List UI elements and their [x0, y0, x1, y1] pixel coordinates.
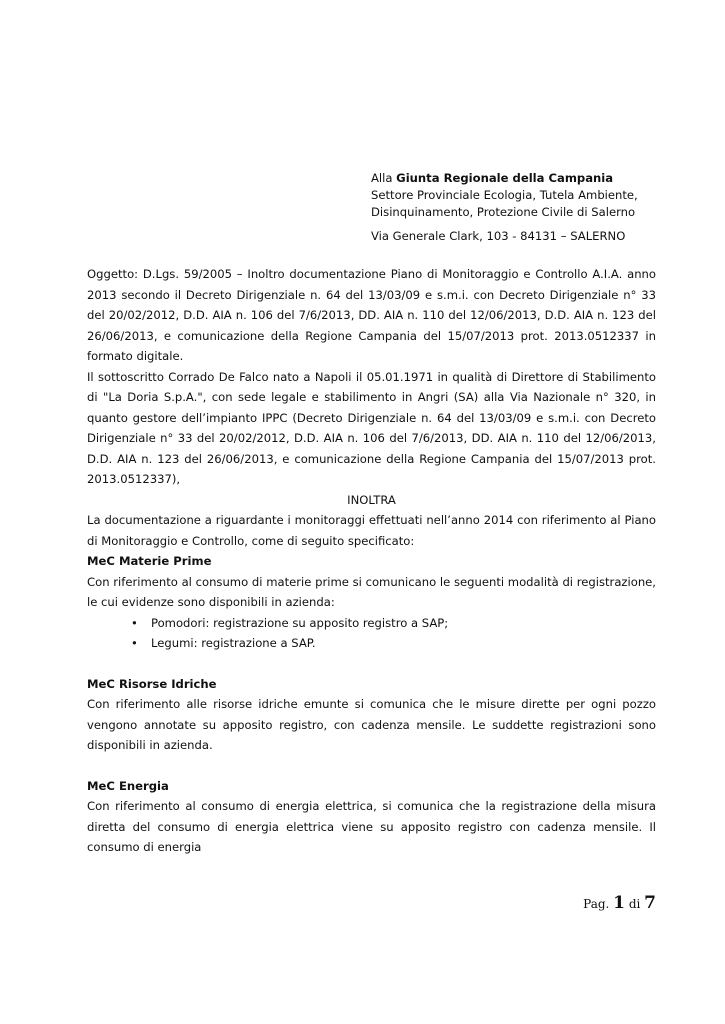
section-text: Con riferimento al consumo di energia elettrica, si comunica che la registrazione della misura diretta del consumo di energia elettrica viene su apposito registro con cadenza mensile. Il consumo di energia [87, 799, 656, 854]
section-risorse-idriche [87, 674, 656, 756]
recipient-line-1 [371, 170, 671, 187]
bullet-list [87, 613, 656, 654]
page-current: 1 [613, 893, 625, 913]
letter-body [87, 264, 656, 878]
list-item: • Legumi: registrazione a SAP. [131, 633, 656, 654]
recipient-prefix: Alla [371, 171, 397, 185]
section-title: MeC Risorse Idriche [87, 676, 217, 691]
section-title: MeC Materie Prime [87, 554, 212, 568]
subject-paragraph: Oggetto: D.Lgs. 59/2005 – Inoltro documentazione Piano di Monitoraggio e Controllo A.I.A. anno 2013 secondo il Decreto Dirigenziale n. 64 del 13/03/09 e s.m.i. con Decreto Dirigenziale n° 33 del 20/02/2012, D.D. AIA n. 106 del 7/6/2013, DD. AIA n. 110 del 12/06/2013, D.D. AIA n. 123 del 26/06/2013, e comunicazione della Regione Campania del 15/07/2013 prot. 2013.0512337 in formato digitale. [87, 267, 656, 363]
recipient-name: Giunta Regionale della Campania [396, 171, 614, 185]
lead-paragraph: La documentazione a riguardante i monitoraggi effettuati nell’anno 2014 con riferimento al Piano di Monitoraggio e Controllo, come di seguito specificato: [87, 513, 656, 548]
page-label: Pag. [583, 897, 614, 911]
recipient-line-2: Settore Provinciale Ecologia, Tutela Ambiente, [371, 188, 638, 202]
section-energia [87, 776, 656, 858]
section-materie-prime [87, 551, 656, 654]
section-text: Con riferimento al consumo di materie prime si comunicano le seguenti modalità di registrazione, le cui evidenze sono disponibili in azienda: [87, 574, 656, 609]
list-item: • Pomodori: registrazione su apposito registro a SAP; [131, 613, 656, 634]
intro-paragraph: Il sottoscritto Corrado De Falco nato a Napoli il 05.01.1971 in qualità di Direttore di Stabilimento di "La Doria S.p.A.", con sede legale e stabilimento in Angri (SA) alla Via Nazionale n° 320, in quanto gestore dell’impianto IPPC (Decreto Dirigenziale n. 64 del 13/03/09 e s.m.i. con Decreto Dirigenziale n° 33 del 20/02/2012, D.D. AIA n. 106 del 7/6/2013, DD. AIA n. 110 del 12/06/2013, D.D. AIA n. 123 del 26/06/2013, e comunicazione della Regione Campania del 15/07/2013 prot. 2013.0512337), [87, 369, 656, 486]
inoltra-heading: INOLTRA [347, 492, 396, 507]
page-of-label: di [625, 897, 645, 911]
page-total: 7 [644, 893, 656, 913]
section-text: Con riferimento alle risorse idriche emunte si comunica che le misure dirette per ogni pozzo vengono annotate su apposito registro, con cadenza mensile. Le suddette registrazioni sono disponibili in azienda. [87, 697, 656, 752]
recipient-block [371, 170, 671, 245]
recipient-line-3: Disinquinamento, Protezione Civile di Salerno [371, 205, 636, 219]
page-number [583, 893, 656, 913]
recipient-address: Via Generale Clark, 103 - 84131 – SALERNO [371, 229, 626, 243]
section-title: MeC Energia [87, 778, 169, 793]
